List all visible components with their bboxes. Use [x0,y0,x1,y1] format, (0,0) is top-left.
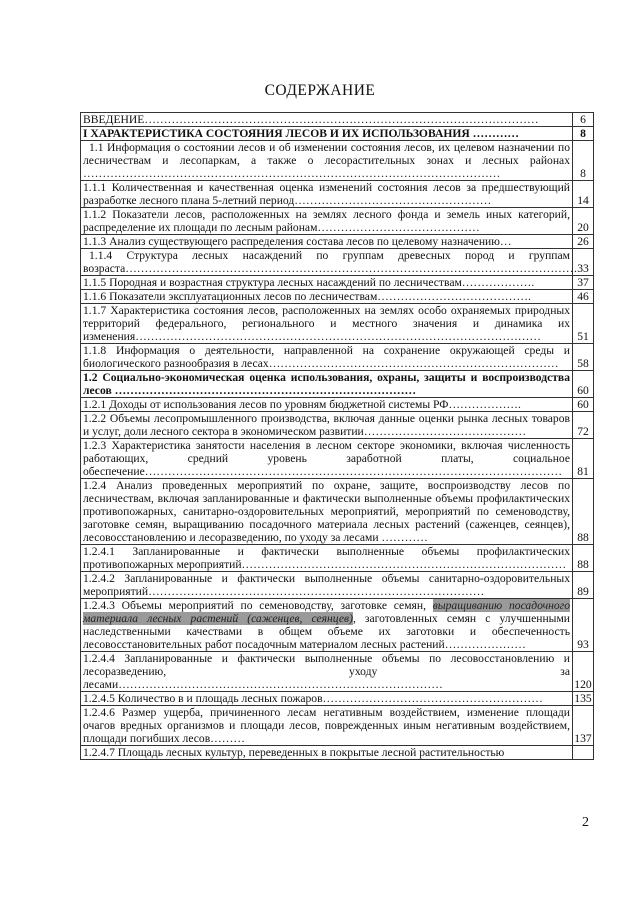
toc-row[interactable] [81,746,594,760]
toc-row[interactable] [81,290,594,304]
toc-row[interactable] [81,276,594,290]
toc-entry-page: 58 [573,344,594,371]
table-of-contents [80,112,594,760]
toc-row[interactable] [81,208,594,235]
toc-entry-page: 26 [573,235,594,249]
toc-entry-text: 1.2.4.2 Запланированные и фактически выполненные объемы санитарно-оздоровительных мероприятий…………………………………………………………………………… [81,572,573,599]
toc-entry-page: 88 [573,479,594,545]
toc-row[interactable] [81,141,594,181]
toc-entry-page: 72 [573,412,594,439]
toc-entry-text: I ХАРАКТЕРИСТИКА СОСТОЯНИЯ ЛЕСОВ И ИХ ИСПОЛЬЗОВАНИЯ ………… [81,127,573,141]
toc-entry-page: 37 [573,276,594,290]
toc-row[interactable] [81,599,594,652]
toc-row[interactable] [81,249,594,276]
toc-entry-page: 46 [573,290,594,304]
toc-entry-text: 1.1.8 Информация о деятельности, направленной на сохранение окружающей среды и биологического разнообразия в лесах………………………………………………………………… [81,344,573,371]
toc-entry-text: 1.1.2 Показатели лесов, расположенных на землях лесного фонда и земель иных категорий, распределение их площади по лесным районам…………………………………… [81,208,573,235]
toc-entry-text [81,599,573,652]
toc-row[interactable] [81,113,594,127]
toc-entry-text: 1.2.3 Характеристика занятости населения в лесном секторе экономики, включая численность работающих, средний уровень заработной платы, социальное обеспечение……………………………………………………………………………………………… [81,439,573,479]
toc-entry-page: 120 [573,652,594,692]
toc-entry-text: 1.2 Социально-экономическая оценка использования, охраны, защиты и воспроизводства лесов …………………………………………………………………… [81,371,573,398]
toc-row[interactable] [81,127,594,141]
toc-row[interactable] [81,652,594,692]
toc-row[interactable] [81,181,594,208]
toc-entry-text-end: , заготовленных семян с улучшенными наследственными качествами в общем объеме их заготовки и обеспеченность лесовосстановительных работ посадочным материалом лесных растений………………… [83,612,570,651]
toc-entry-text: 1.2.4 Анализ проведенных мероприятий по охране, защите, воспроизводству лесов по лесничествам, включая запланированные и фактически выполненные объемы профилактических противопожарных, санитарно-оздоровительных мероприятий, мероприятий по семеноводству, заготовке семян, выращиванию посадочного материала лесных растений (саженцев, сеянцев), лесовосстановлению и лесоразведению, по уходу за лесами ………… [81,479,573,545]
toc-row[interactable] [81,545,594,572]
toc-entry-page: 137 [573,706,594,746]
toc-entry-page: 135 [574,692,592,705]
toc-entry-page: 60 [573,371,594,398]
toc-entry-text: 1.1.1 Количественная и качественная оценка изменений состояния лесов за предшествующий разработке лесного плана 5-летний период…………………………………………… [81,181,573,208]
toc-entry-page: 8 [573,141,594,181]
page-number: 2 [582,815,589,830]
toc-entry-page: 6 [573,113,594,127]
toc-entry-page: 93 [573,599,594,652]
toc-row[interactable] [81,572,594,599]
toc-entry-page: 20 [573,208,594,235]
toc-entry-page: 89 [573,572,594,599]
toc-row[interactable] [81,344,594,371]
toc-entry-text: 1.1 Информация о состоянии лесов и об изменении состояния лесов, их целевом назначении по лесничествам и лесопаркам, а также о лесорастительных зонах и лесных районах ……………………………………………………………………………………………… [81,141,573,181]
toc-entry-page: 8 [573,127,594,141]
page-title: СОДЕРЖАНИЕ [264,82,376,99]
toc-row[interactable] [81,412,594,439]
toc-entry-page: 33 [573,249,594,276]
toc-entry-text: 1.1.4 Структура лесных насаждений по группам древесных пород и группам возраста……………………………………………………………………………………………………… [81,249,573,276]
toc-entry-text-start: 1.2.4.3 Объемы мероприятий по семеноводству, заготовке семян, [83,599,433,612]
toc-row[interactable] [81,304,594,344]
toc-row[interactable] [81,692,594,706]
toc-entry-text: 1.2.2 Объемы лесопромышленного производства, включая данные оценки рынка лесных товаров и услуг, доли лесного сектора в экономическом развитии…………………………………… [81,412,573,439]
toc-entry-page: 51 [573,304,594,344]
toc-entry-page: 14 [573,181,594,208]
toc-entry-text: 1.2.4.6 Размер ущерба, причиненного лесам негативным воздействием, изменение площади очагов вредных организмов и площади лесов, поврежденных иным негативным воздействием, площади погибших лесов……… [81,706,573,746]
toc-row[interactable] [81,706,594,746]
toc-entry-text: 1.2.4.5 Количество в и площадь лесных пожаров………………………………………………… [81,692,573,706]
toc-entry-text: 1.1.3 Анализ существующего распределения состава лесов по целевому назначению… [81,235,573,249]
toc-entry-text: 1.2.4.7 Площадь лесных культур, переведенных в покрытые лесной растительностью [81,746,573,760]
toc-row[interactable] [81,235,594,249]
toc-entry-text: 1.1.5 Породная и возрастная структура лесных насаждений по лесничествам………………. [81,276,573,290]
toc-row[interactable] [81,371,594,398]
toc-row[interactable] [81,479,594,545]
toc-row[interactable] [81,398,594,412]
toc-entry-page: 60 [573,398,594,412]
highlighted-text: выращиванию посадочного материала лесных растений (саженцев, сеянцев) [83,599,570,625]
toc-entry-text: 1.2.1 Доходы от использования лесов по уровням бюджетной системы РФ………………. [81,398,573,412]
toc-entry-text: 1.1.6 Показатели эксплуатационных лесов по лесничествам…………………………………. [81,290,573,304]
toc-entry-page: 81 [573,439,594,479]
toc-entry-text: 1.2.4.1 Запланированные и фактически выполненные объемы профилактических противопожарных мероприятий………………………………………………………………………… [81,545,573,572]
toc-entry-text: 1.1.7 Характеристика состояния лесов, расположенных на землях особо охраняемых природных территорий федерального, регионального и местного значения и динамика их изменения…………………………………………………………………………………………… [81,304,573,344]
toc-entry-text: ВВЕДЕНИЕ………………………………………………………………………………………… [81,113,573,127]
toc-row[interactable] [81,439,594,479]
toc-entry-text: 1.2.4.4 Запланированные и фактически выполненные объемы по лесовосстановлению и лесоразведению, уходу за лесами………………………………………………………………………… [81,652,573,692]
toc-entry-page: 88 [573,545,594,572]
toc-entry-page [573,746,594,760]
